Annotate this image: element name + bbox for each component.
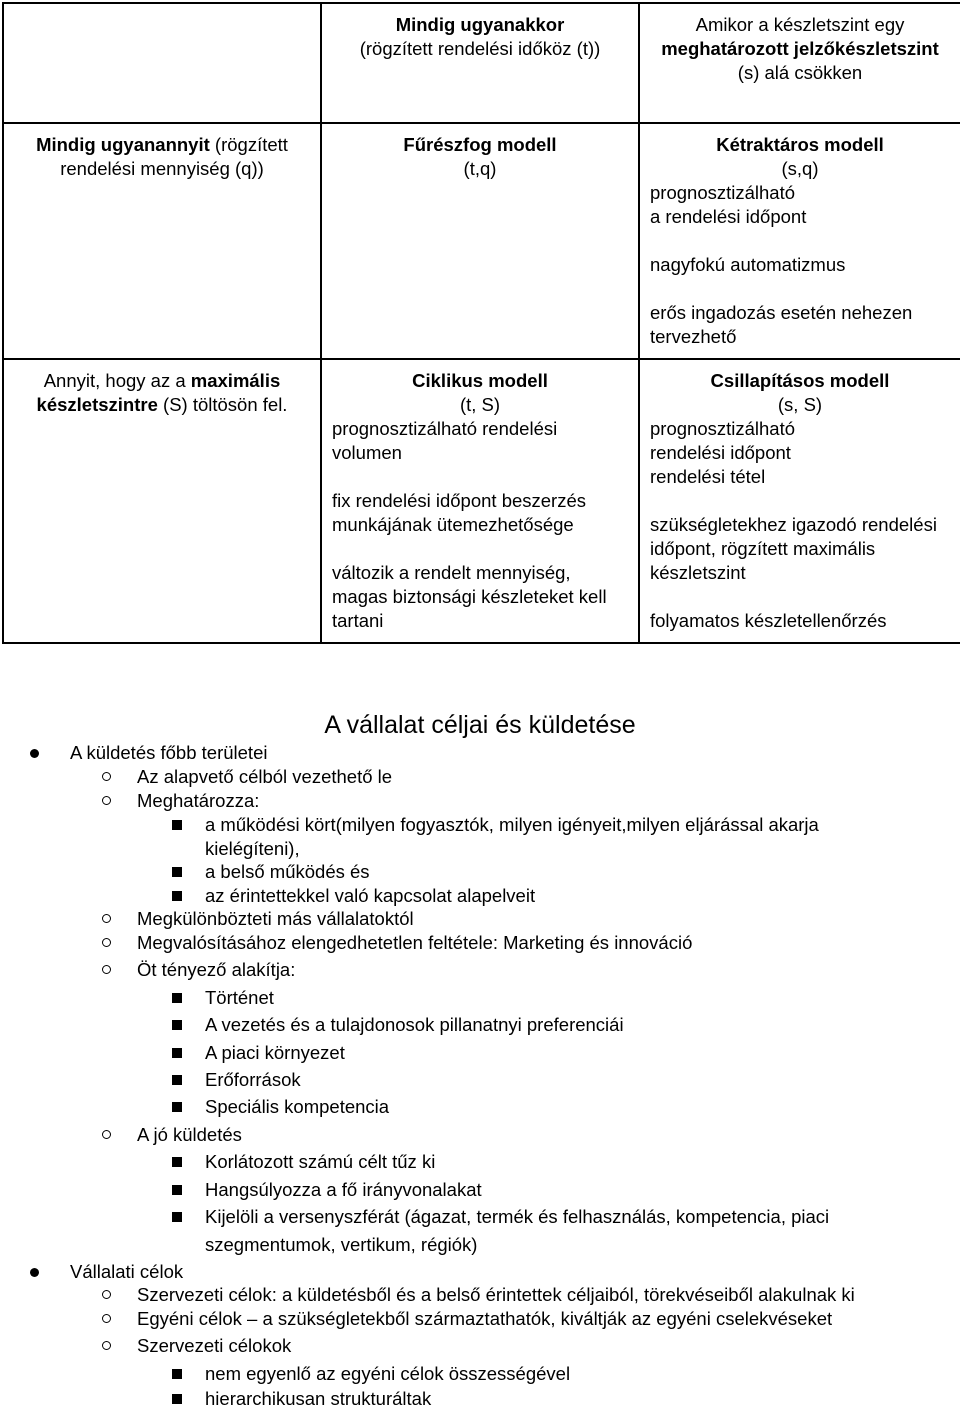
bullet-circle-icon — [102, 938, 111, 947]
bullet-square-icon — [172, 993, 182, 1003]
model-note: prognosztizálható — [650, 418, 796, 439]
model-note: rendelési tétel — [650, 466, 766, 487]
model-title: Kétraktáros modell — [716, 134, 884, 155]
model-title: Csillapításos modell — [710, 370, 890, 391]
bullet-square-icon — [172, 891, 182, 901]
bullet-circle-icon — [102, 772, 111, 781]
cell-damping-model — [639, 359, 960, 643]
table-row-fixed-quantity — [3, 123, 960, 359]
bullet-square-icon — [172, 1212, 182, 1222]
model-note: prognosztizálható rendelési volumen — [332, 418, 558, 463]
bullet-square-icon — [172, 1369, 182, 1379]
bullet-square-icon — [172, 1394, 182, 1404]
cell-two-warehouse-model — [639, 123, 960, 359]
model-note: erős ingadozás esetén nehezen tervezhető — [650, 302, 913, 347]
header-reorder-level: Amikor a készletszint egy meghatározott jelzőkészletszint (s) alá csökken — [639, 3, 960, 123]
model-params: (t, S) — [459, 394, 501, 415]
bullet-circle-icon — [102, 1290, 111, 1299]
model-note: szükségletekhez igazodó rendelési időpont, rögzített maximális készletszint — [650, 514, 937, 583]
bullet-square-icon — [172, 820, 182, 830]
model-note: rendelési időpont — [650, 442, 791, 463]
model-params: (s,q) — [781, 158, 819, 179]
table-row-max-level — [3, 359, 960, 643]
model-params: (s, S) — [777, 394, 823, 415]
model-note: a rendelési időpont — [650, 206, 807, 227]
bullet-square-icon — [172, 1185, 182, 1195]
bullet-square-icon — [172, 1075, 182, 1085]
header-fixed-time-sub: (rögzített rendelési időköz (t)) — [359, 38, 601, 59]
section-title: A vállalat céljai és küldetése — [324, 711, 636, 739]
bullet-square-icon — [172, 1048, 182, 1058]
bullet-circle-icon — [102, 796, 111, 805]
cell-sawtooth-model — [321, 123, 639, 359]
bullet-square-icon — [172, 1102, 182, 1112]
bullet-circle-icon — [102, 914, 111, 923]
model-note: fix rendelési időpont beszerzés munkájának ütemezhetősége — [332, 490, 587, 535]
cell-cyclic-model — [321, 359, 639, 643]
model-note: folyamatos készletellenőrzés — [650, 610, 887, 631]
bullet-circle-icon — [102, 1130, 111, 1139]
empty-corner-cell — [3, 3, 321, 123]
bullet-circle-icon — [102, 1341, 111, 1350]
bullet-dot-icon — [30, 749, 39, 758]
model-params: (t,q) — [463, 158, 497, 179]
model-title: Ciklikus modell — [412, 370, 548, 391]
model-title: Fűrészfog modell — [403, 134, 557, 155]
model-note: nagyfokú automatizmus — [650, 254, 846, 275]
bullet-square-icon — [172, 1157, 182, 1167]
bullet-square-icon — [172, 867, 182, 877]
bullet-circle-icon — [102, 1314, 111, 1323]
model-note: prognosztizálható — [650, 182, 796, 203]
bullet-square-icon — [172, 1020, 182, 1030]
bullet-dot-icon — [30, 1268, 39, 1277]
table-header-row — [3, 3, 960, 123]
header-fixed-time-title: Mindig ugyanakkor — [395, 14, 565, 35]
row-label-fixed-quantity: Mindig ugyanannyit (rögzített rendelési mennyiség (q)) — [3, 123, 321, 359]
model-note: változik a rendelt mennyiség, magas biztonsági készleteket kell tartani — [332, 562, 607, 631]
bullet-circle-icon — [102, 965, 111, 974]
inventory-model-table — [2, 2, 960, 644]
row-label-max-level: Annyit, hogy az a maximális készletszintre (S) töltösön fel. — [3, 359, 321, 643]
header-fixed-time — [321, 3, 639, 123]
